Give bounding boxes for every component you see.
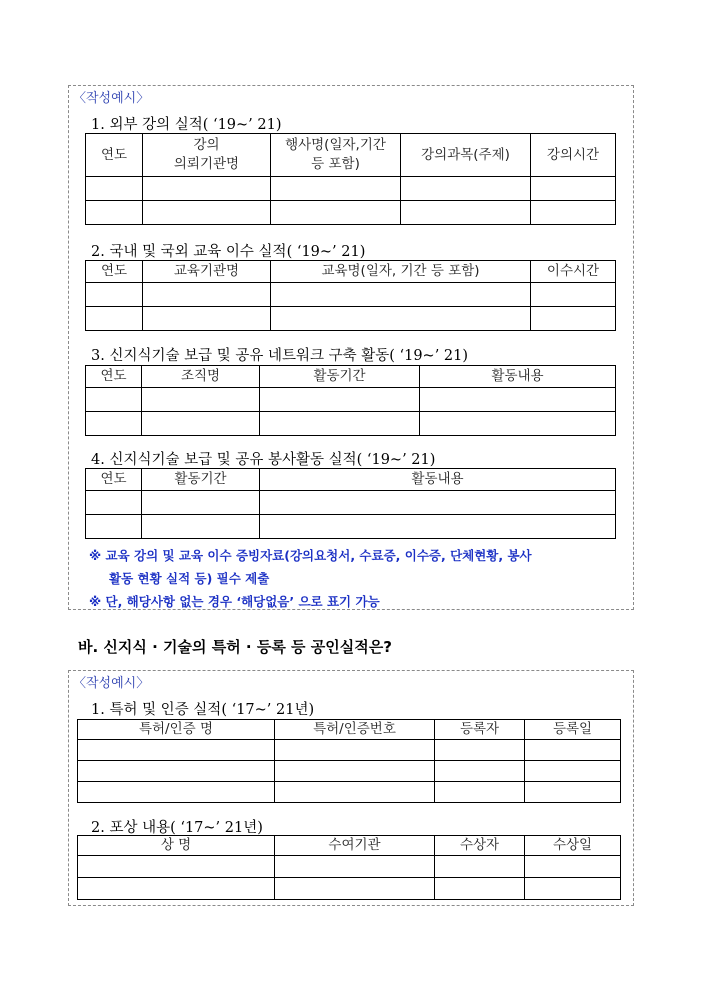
section-title-lectures: 1. 외부 강의 실적( ‘19~’ 21): [91, 117, 282, 133]
header-cell: 행사명(일자,기간 등 포함): [271, 134, 401, 177]
table-row: [86, 491, 616, 515]
table-row: [86, 412, 616, 436]
table-network: [85, 365, 616, 436]
table-awards: [77, 835, 621, 900]
header-cell: 교육기관명: [143, 261, 271, 283]
header-cell: 강의시간: [531, 134, 616, 177]
header-cell: 연도: [86, 134, 143, 177]
header-cell: 특허/인증 명: [78, 720, 275, 740]
note-evidence: ※ 교육 강의 및 교육 이수 증빙자료(강의요청서, 수료증, 이수증, 단체현황, 봉사: [89, 548, 532, 563]
header-cell: 등록일: [525, 720, 621, 740]
header-cell: 특허/인증번호: [275, 720, 435, 740]
example-label: 〈작성예시〉: [73, 676, 150, 691]
header-cell: 수여기관: [275, 836, 435, 856]
example-label: 〈작성예시〉: [73, 91, 150, 106]
table-row: [78, 856, 621, 878]
header-cell: 연도: [86, 469, 142, 491]
section-title-patents: 1. 특허 및 인증 실적( ‘17~’ 21년): [91, 702, 315, 718]
header-cell: 활동내용: [420, 366, 616, 388]
table-row: [86, 201, 616, 225]
table-row: [86, 515, 616, 539]
table-row: [78, 782, 621, 803]
example-box-patents: [68, 670, 634, 906]
header-cell: 교육명(일자, 기간 등 포함): [271, 261, 531, 283]
header-cell: 수상자: [435, 836, 525, 856]
section-title-awards: 2. 포상 내용( ‘17~’ 21년): [91, 820, 263, 836]
section-title-network: 3. 신지식기술 보급 및 공유 네트워크 구축 활동( ‘19~’ 21): [91, 348, 469, 364]
header-cell: 강의 의뢰기관명: [143, 134, 271, 177]
table-row: [86, 307, 616, 331]
header-cell: 활동내용: [260, 469, 616, 491]
table-patents: [77, 719, 621, 803]
header-cell: 등록자: [435, 720, 525, 740]
table-lectures: [85, 133, 616, 225]
header-cell: 연도: [86, 261, 143, 283]
header-cell: 이수시간: [531, 261, 616, 283]
note-evidence-continued: 활동 현황 실적 등) 필수 제출: [109, 571, 270, 586]
table-row: [78, 740, 621, 761]
table-row: [86, 283, 616, 307]
header-cell: 연도: [86, 366, 142, 388]
table-volunteer: [85, 468, 616, 539]
section-title-volunteer: 4. 신지식기술 보급 및 공유 봉사활동 실적( ‘19~’ 21): [91, 452, 436, 468]
table-row: [86, 177, 616, 201]
header-cell: 활동기간: [260, 366, 420, 388]
header-cell: 강의과목(주제): [401, 134, 531, 177]
table-row: [78, 761, 621, 782]
section-heading-patents: 바. 신지식 · 기술의 특허 · 등록 등 공인실적은?: [78, 638, 392, 656]
table-row: [86, 388, 616, 412]
note-not-applicable: ※ 단, 해당사항 없는 경우 ‘해당없음’ 으로 표기 가능: [89, 594, 380, 609]
header-cell: 활동기간: [142, 469, 260, 491]
header-cell: 수상일: [525, 836, 621, 856]
notes-block: [89, 544, 629, 613]
table-row: [78, 878, 621, 900]
table-training: [85, 260, 616, 331]
example-box-education: [68, 85, 634, 610]
header-cell: 상 명: [78, 836, 275, 856]
section-title-training: 2. 국내 및 국외 교육 이수 실적( ‘19~’ 21): [91, 244, 366, 260]
header-cell: 조직명: [142, 366, 260, 388]
